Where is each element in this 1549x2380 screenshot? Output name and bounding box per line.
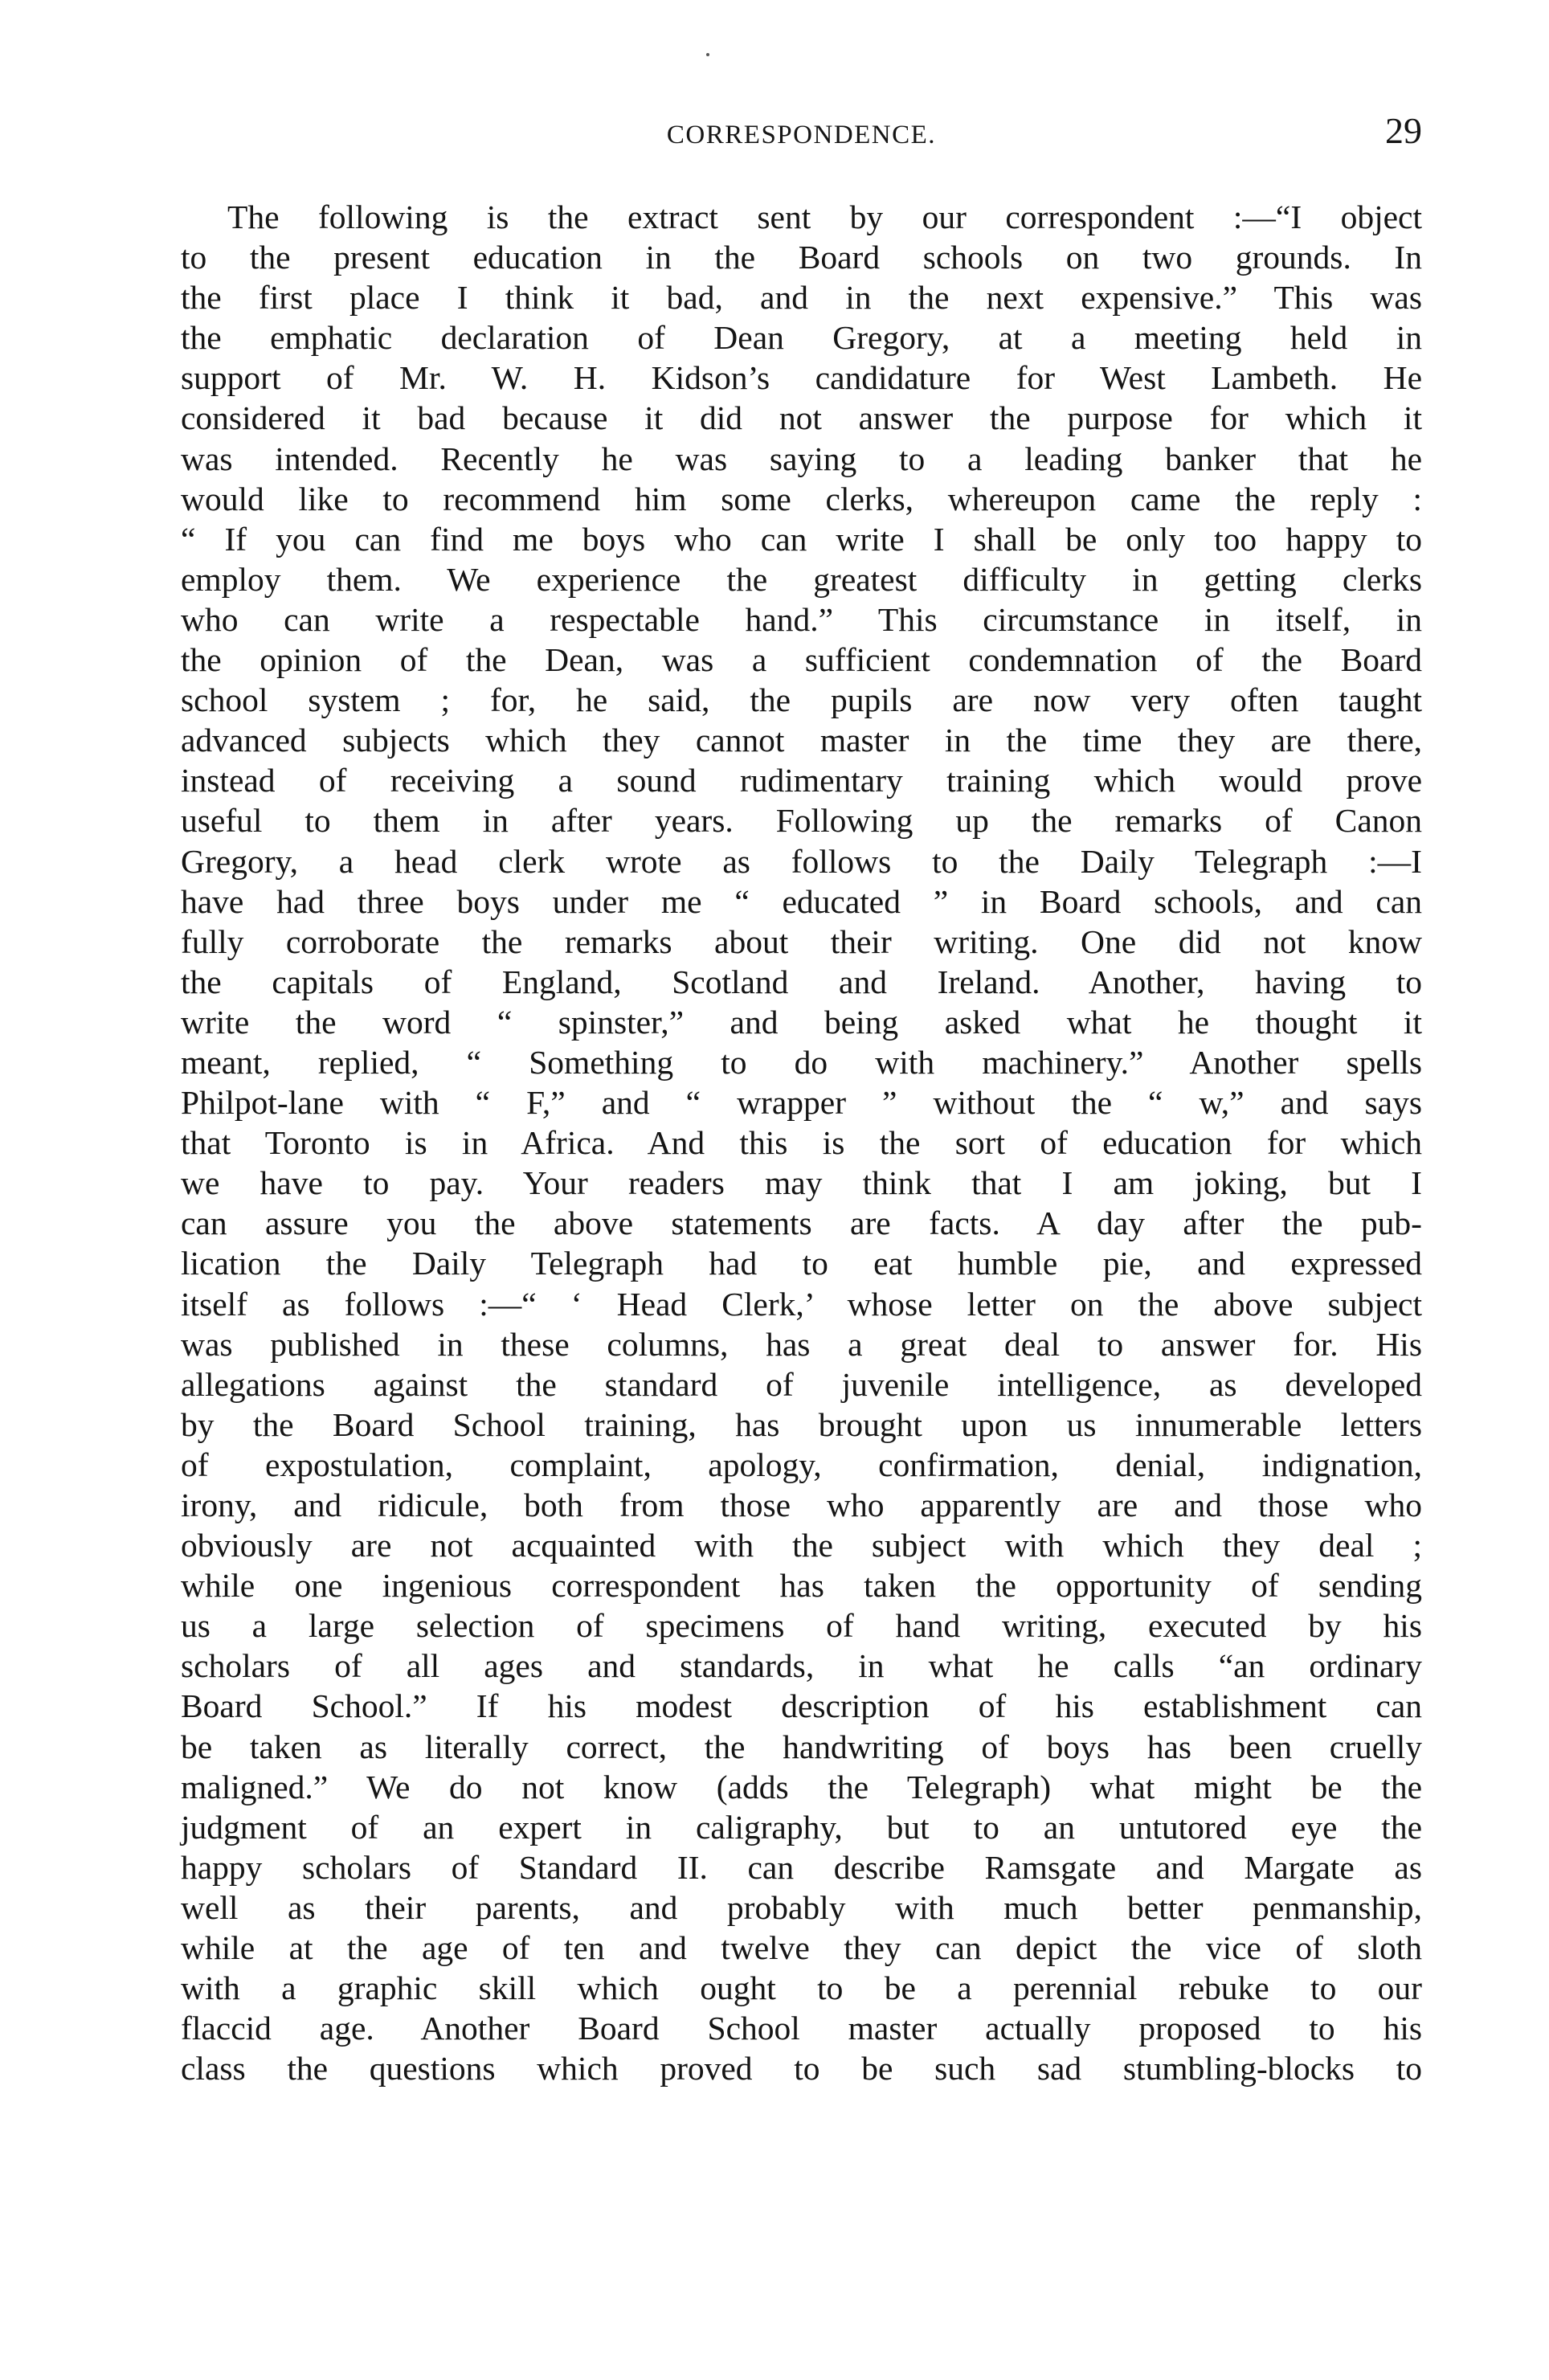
text-line: was intended. Recently he was saying to a leading banker that he	[181, 440, 1422, 477]
text-line: who can write a respectable hand.” This circumstance in itself, in	[181, 600, 1422, 638]
text-line: have had three boys under me “ educated ” in Board schools, and can	[181, 882, 1422, 920]
text-line: class the questions which proved to be such sad stumbling-blocks to	[181, 2050, 1422, 2088]
text-line: happy scholars of Standard II. can describe Ramsgate and Margate as	[181, 1848, 1422, 1886]
running-title: CORRESPONDENCE.	[666, 121, 937, 149]
text-line: judgment of an expert in caligraphy, but to an untutored eye the	[181, 1808, 1422, 1846]
body-text	[181, 197, 1422, 2088]
paper-speck	[706, 53, 709, 56]
text-line: well as their parents, and probably with much better penmanship,	[181, 1888, 1422, 1926]
text-line: meant, replied, “ Something to do with machinery.” Another spells	[181, 1043, 1422, 1081]
text-line: write the word “ spinster,” and being asked what he thought it	[181, 1003, 1422, 1041]
running-head	[181, 109, 1422, 157]
text-line: Board School.” If his modest description of his establishment can	[181, 1687, 1422, 1725]
text-line: “ If you can find me boys who can write I shall be only too happy to	[181, 520, 1422, 558]
text-line: instead of receiving a sound rudimentary training which would prove	[181, 762, 1422, 799]
text-line: irony, and ridicule, both from those who apparently are and those who	[181, 1486, 1422, 1523]
text-line: we have to pay. Your readers may think that I am joking, but I	[181, 1164, 1422, 1202]
text-line: us a large selection of specimens of hand writing, executed by his	[181, 1607, 1422, 1645]
text-line: useful to them in after years. Following up the remarks of Canon	[181, 802, 1422, 840]
text-line: flaccid age. Another Board School master actually proposed to his	[181, 2010, 1422, 2047]
text-line: lication the Daily Telegraph had to eat humble pie, and expressed	[181, 1245, 1422, 1282]
text-line: of expostulation, complaint, apology, confirmation, denial, indignation,	[181, 1446, 1422, 1483]
text-line: considered it bad because it did not answer the purpose for which it	[181, 399, 1422, 437]
text-line: be taken as literally correct, the handwriting of boys has been cruelly	[181, 1728, 1422, 1765]
text-line: The following is the extract sent by our correspondent :—“I object	[227, 198, 1422, 235]
text-line: while one ingenious correspondent has taken the opportunity of sending	[181, 1567, 1422, 1605]
text-line: itself as follows :—“ ‘ Head Clerk,’ whose letter on the above subject	[181, 1285, 1422, 1323]
text-line: support of Mr. W. H. Kidson’s candidature for West Lambeth. He	[181, 359, 1422, 397]
text-line: the emphatic declaration of Dean Gregory, at a meeting held in	[181, 319, 1422, 357]
text-line: employ them. We experience the greatest difficulty in getting clerks	[181, 560, 1422, 598]
text-line: Philpot-lane with “ F,” and “ wrapper ” without the “ w,” and says	[181, 1084, 1422, 1122]
text-line: that Toronto is in Africa. And this is the sort of education for which	[181, 1124, 1422, 1162]
text-line: to the present education in the Board schools on two grounds. In	[181, 239, 1422, 276]
text-line: maligned.” We do not know (adds the Telegraph) what might be the	[181, 1768, 1422, 1805]
text-line: Gregory, a head clerk wrote as follows to the Daily Telegraph :—I	[181, 842, 1422, 880]
text-line: obviously are not acquainted with the subject with which they deal ;	[181, 1527, 1422, 1564]
text-line: the first place I think it bad, and in the next expensive.” This was	[181, 279, 1422, 317]
text-line: by the Board School training, has brought upon us innumerable letters	[181, 1405, 1422, 1443]
text-line: would like to recommend him some clerks, whereupon came the reply :	[181, 480, 1422, 517]
text-line: with a graphic skill which ought to be a perennial rebuke to our	[181, 1969, 1422, 2007]
text-line: while at the age of ten and twelve they can depict the vice of sloth	[181, 1929, 1422, 1967]
text-line: the capitals of England, Scotland and Ireland. Another, having to	[181, 963, 1422, 1000]
text-line: was published in these columns, has a great deal to answer for. His	[181, 1325, 1422, 1363]
text-line: can assure you the above statements are facts. A day after the pub-	[181, 1204, 1422, 1242]
text-line: allegations against the standard of juvenile intelligence, as developed	[181, 1365, 1422, 1403]
text-line: the opinion of the Dean, was a sufficient condemnation of the Board	[181, 641, 1422, 679]
text-line: scholars of all ages and standards, in what he calls “an ordinary	[181, 1647, 1422, 1685]
text-line: fully corroborate the remarks about their writing. One did not know	[181, 922, 1422, 960]
text-line: school system ; for, he said, the pupils are now very often taught	[181, 681, 1422, 719]
text-line: advanced subjects which they cannot master in the time they are there,	[181, 722, 1422, 759]
page-number: 29	[1385, 110, 1422, 151]
